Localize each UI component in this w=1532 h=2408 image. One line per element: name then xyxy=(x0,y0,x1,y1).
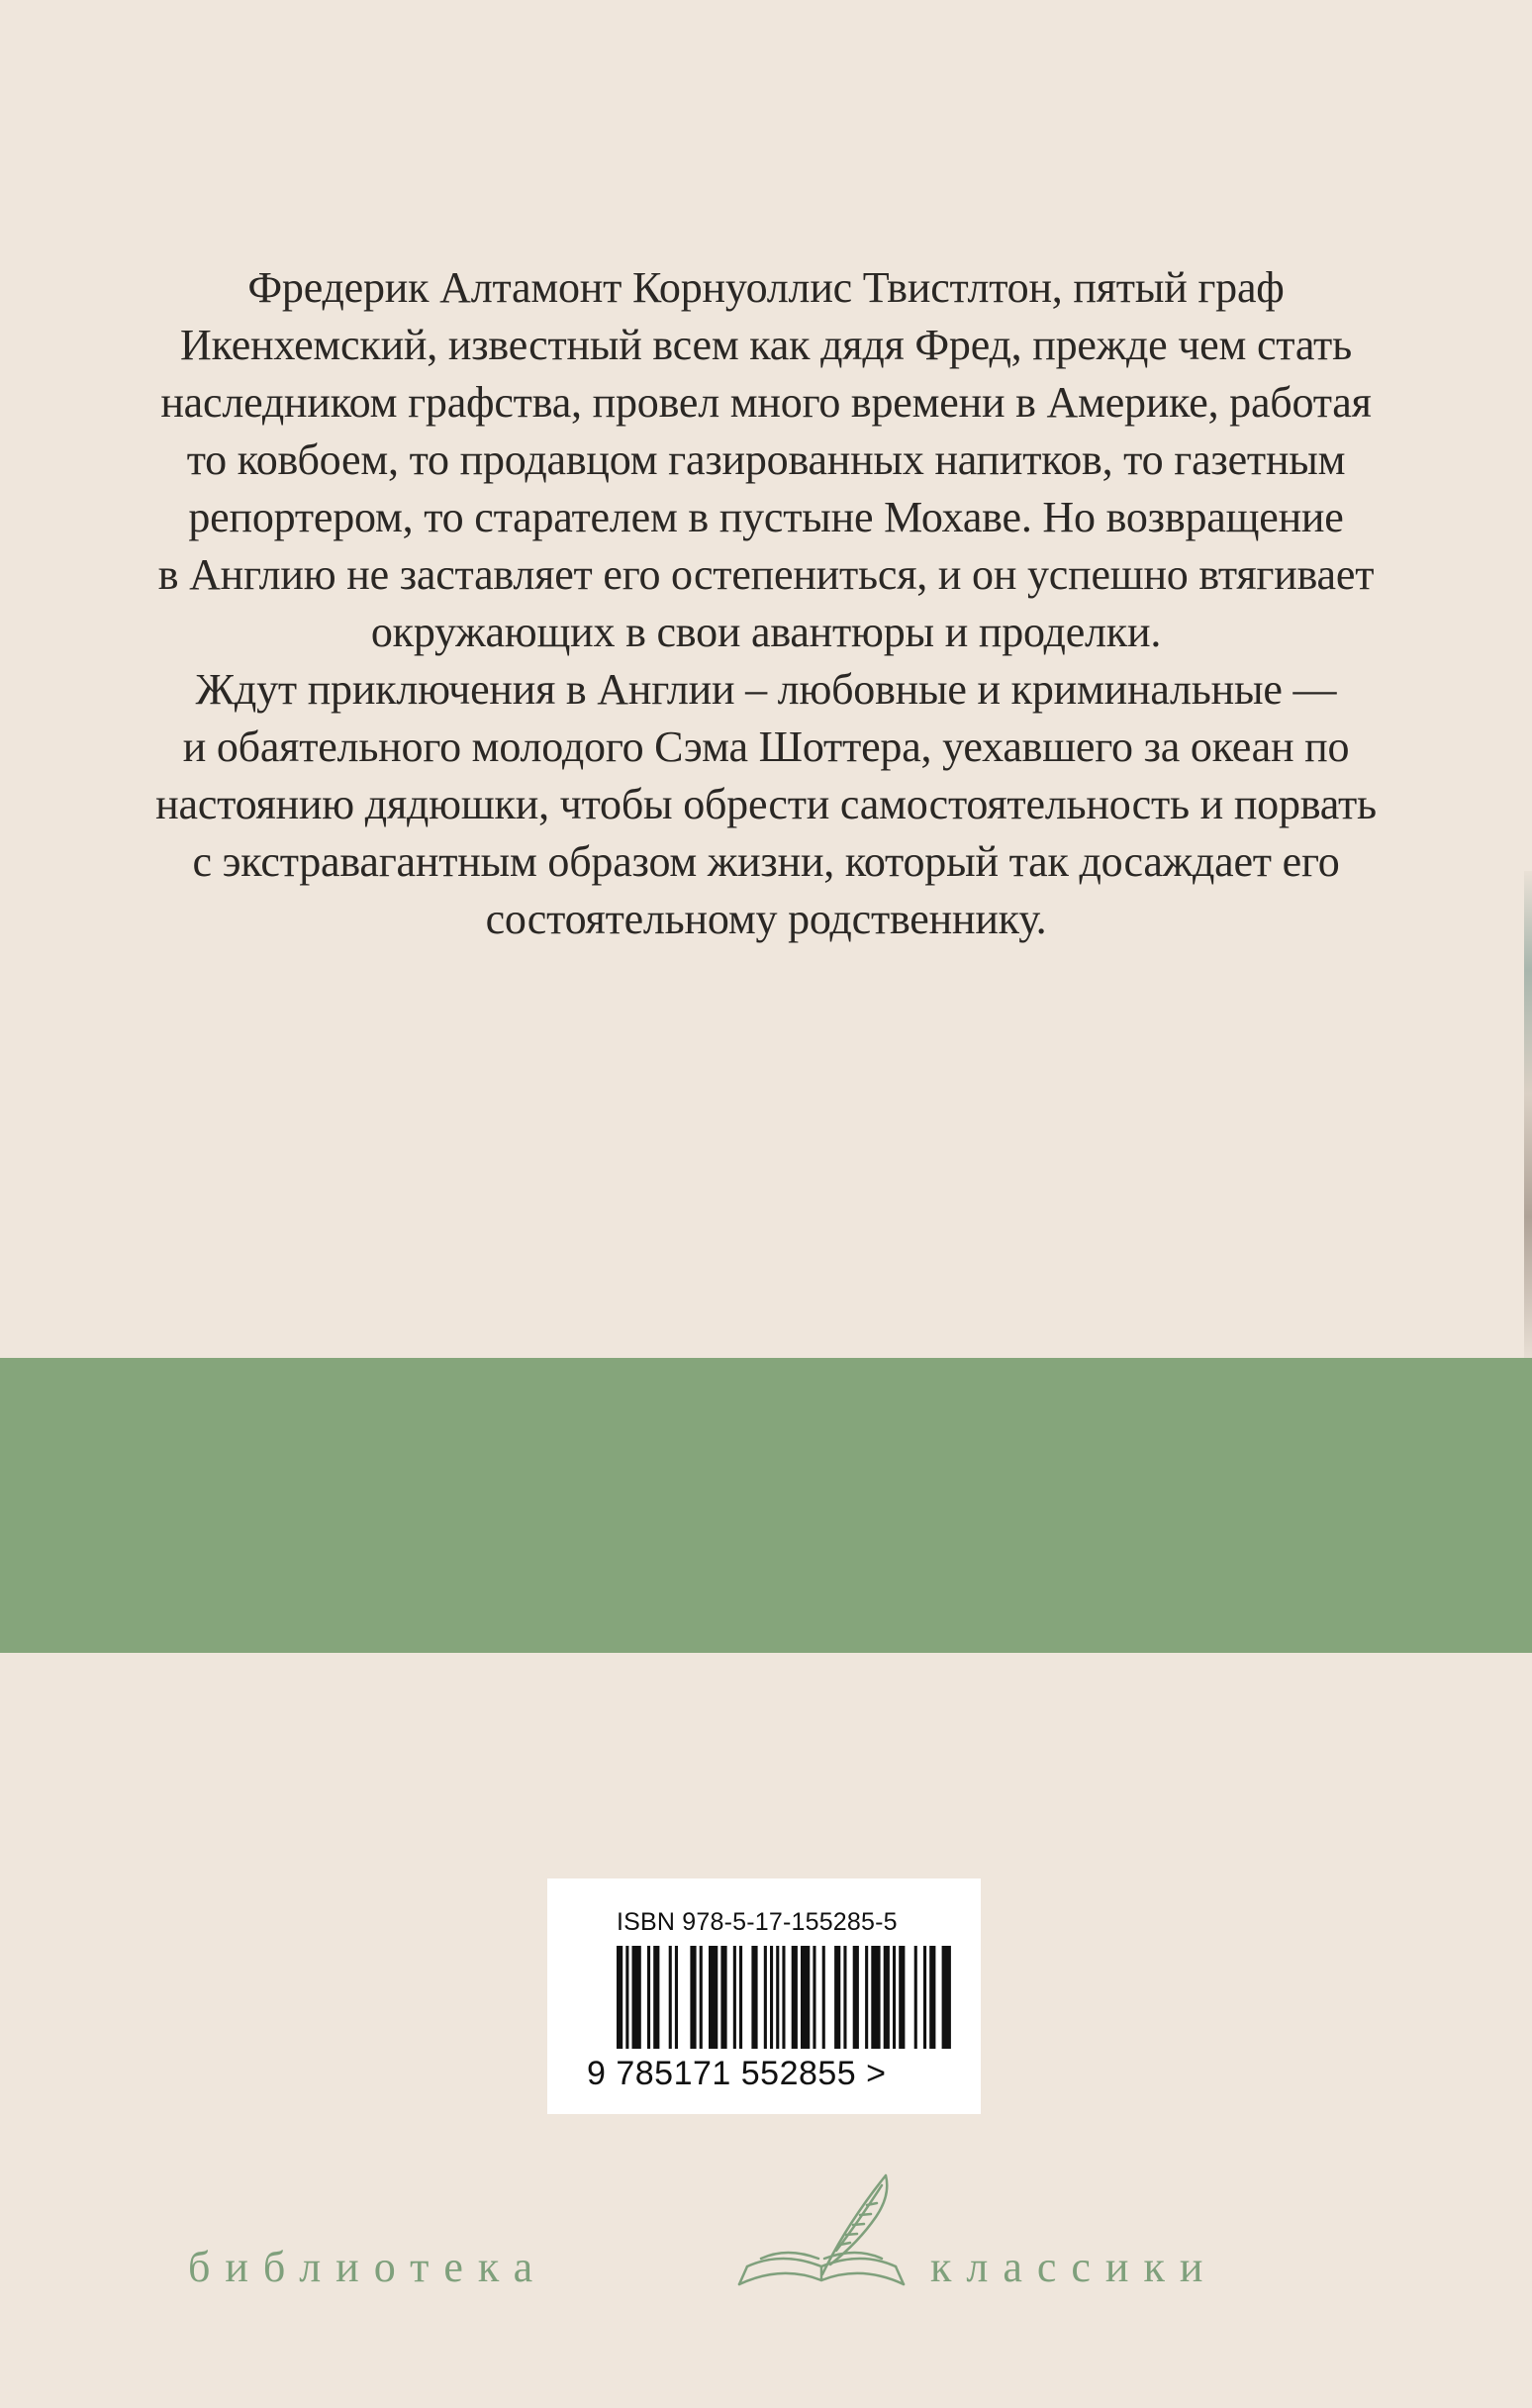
description-line: настоянию дядюшки, чтобы обрести самостоятельность и порвать xyxy=(155,780,1377,828)
barcode-bar xyxy=(770,1946,773,2049)
barcode-bar xyxy=(647,1946,650,2049)
series-logo-block xyxy=(0,2156,1532,2354)
barcode-bar xyxy=(813,1946,815,2049)
description-line: состоятельному родственнику. xyxy=(485,895,1047,943)
barcode-bar xyxy=(675,1946,678,2049)
barcode-bar xyxy=(617,1946,622,2049)
barcode-bar xyxy=(843,1946,846,2049)
description-line: и обаятельного молодого Сэма Шоттера, уехавшего за океан по xyxy=(182,722,1350,771)
barcode-bar xyxy=(834,1946,840,2049)
series-word-right: классики xyxy=(930,2243,1218,2291)
description-line: репортером, то старателем в пустыне Мохаве. Но возвращение xyxy=(188,493,1344,541)
barcode-box xyxy=(547,1878,981,2114)
back-cover-description xyxy=(59,259,1473,948)
barcode-bar xyxy=(893,1946,896,2049)
barcode-bar xyxy=(923,1946,926,2049)
description-line: окружающих в свои авантюры и проделки. xyxy=(370,608,1162,656)
description-line: Икенхемский, известный всем как дядя Фред, прежде чем стать xyxy=(180,321,1352,369)
barcode-bar xyxy=(776,1946,779,2049)
barcode-bar xyxy=(853,1946,859,2049)
barcode-bar xyxy=(690,1946,696,2049)
barcode-bar xyxy=(801,1946,810,2049)
barcode-bar xyxy=(929,1946,935,2049)
barcode-bar xyxy=(669,1946,672,2049)
barcode-bar xyxy=(720,1946,726,2049)
barcode-bar xyxy=(632,1946,641,2049)
barcode-bar xyxy=(792,1946,798,2049)
barcode-bar xyxy=(914,1946,917,2049)
barcode-digits: 9 785171 552855 > xyxy=(587,2055,887,2092)
description-line: то ковбоем, то продавцом газированных напитков, то газетным xyxy=(186,435,1346,484)
barcode-bar xyxy=(709,1946,718,2049)
series-word-left: библиотека xyxy=(188,2243,548,2291)
barcode-bar xyxy=(751,1946,757,2049)
isbn-label: ISBN 978-5-17-155285-5 xyxy=(617,1908,898,1936)
green-band xyxy=(0,1358,1532,1653)
barcode-bar xyxy=(865,1946,868,2049)
spine-edge-strip xyxy=(1524,871,1532,1366)
description-line: наследником графства, провел много времени в Америке, работая xyxy=(160,378,1372,427)
barcode-bar xyxy=(733,1946,736,2049)
open-book-quill-icon xyxy=(727,2156,915,2314)
description-line: в Англию не заставляет его остепениться, и он успешно втягивает xyxy=(157,550,1375,599)
barcode-bar xyxy=(700,1946,703,2049)
barcode-bar xyxy=(884,1946,890,2049)
barcode-bar xyxy=(782,1946,785,2049)
barcode-bar xyxy=(739,1946,742,2049)
barcode-bar xyxy=(822,1946,825,2049)
description-line: Ждут приключения в Англии – любовные и криминальные — xyxy=(195,665,1337,714)
barcode-bar xyxy=(625,1946,628,2049)
barcode-bar xyxy=(653,1946,659,2049)
description-line: Фредерик Алтамонт Корнуоллис Твистлтон, пятый граф xyxy=(247,263,1285,312)
description-line: с экстравагантным образом жизни, который так досаждает его xyxy=(192,837,1340,886)
barcode-bar xyxy=(871,1946,880,2049)
barcode-bar xyxy=(899,1946,905,2049)
barcode-bar xyxy=(942,1946,951,2049)
barcode-bar xyxy=(764,1946,767,2049)
